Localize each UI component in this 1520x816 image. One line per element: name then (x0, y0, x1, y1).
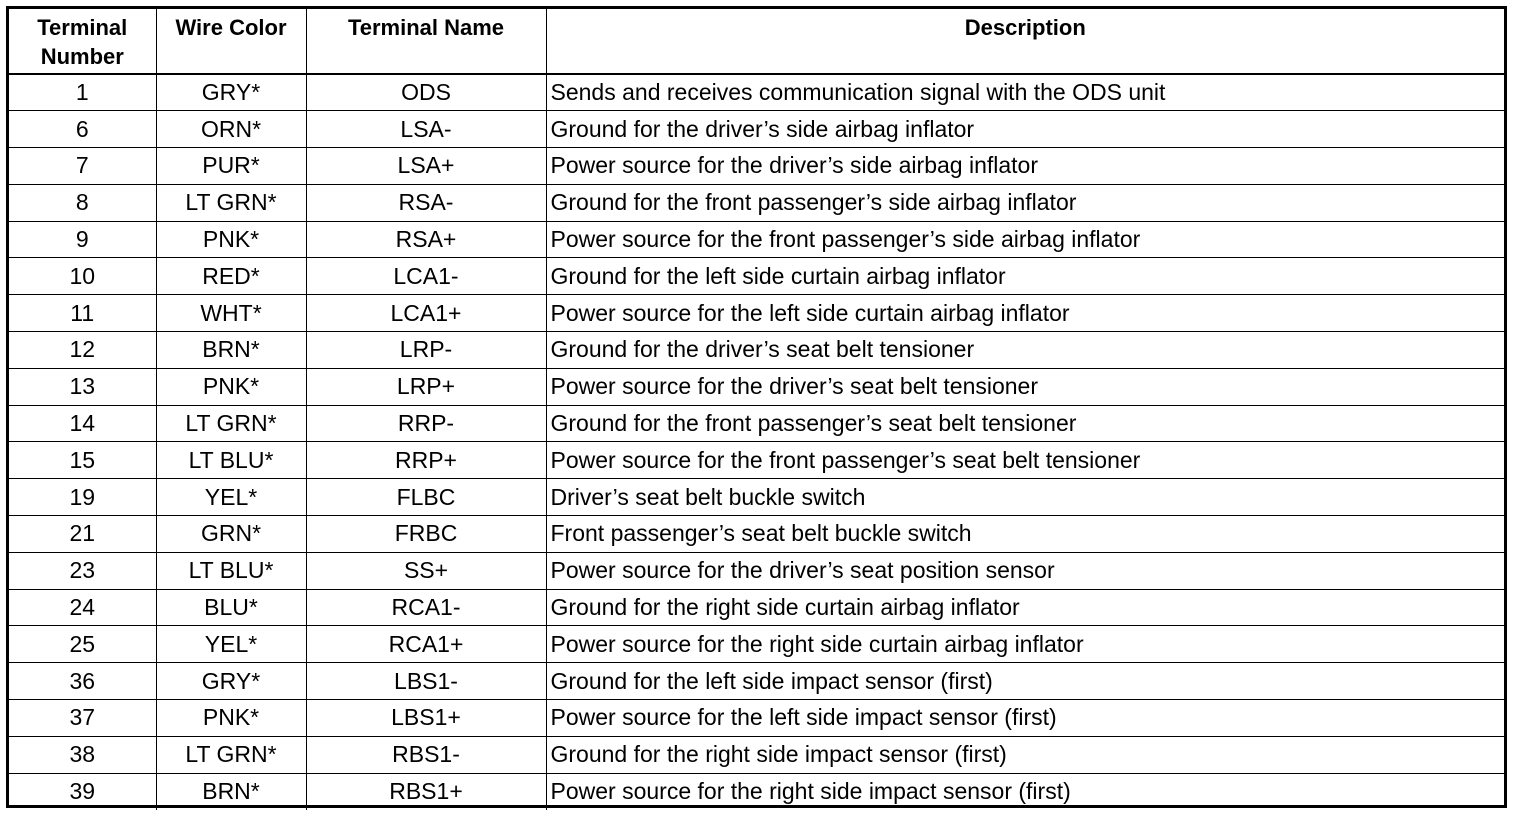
table-row (9, 663, 1504, 700)
cell-wire-color: YEL* (156, 626, 306, 663)
cell-wire-color: ORN* (156, 111, 306, 148)
cell-terminal-number: 6 (9, 111, 156, 148)
cell-terminal-name: RRP- (306, 405, 546, 442)
cell-terminal-name: RSA- (306, 184, 546, 221)
cell-description: Ground for the front passenger’s side airbag inflator (546, 184, 1504, 221)
cell-description: Front passenger’s seat belt buckle switch (546, 516, 1504, 553)
cell-wire-color: LT GRN* (156, 184, 306, 221)
cell-terminal-name: RBS1+ (306, 773, 546, 810)
cell-terminal-number: 25 (9, 626, 156, 663)
cell-wire-color: GRY* (156, 663, 306, 700)
cell-wire-color: YEL* (156, 479, 306, 516)
table-row (9, 700, 1504, 737)
cell-description: Ground for the driver’s side airbag inflator (546, 111, 1504, 148)
cell-terminal-name: LSA+ (306, 148, 546, 185)
table-row (9, 111, 1504, 148)
cell-wire-color: BRN* (156, 332, 306, 369)
header-wire-color: Wire Color (156, 9, 306, 74)
cell-description: Driver’s seat belt buckle switch (546, 479, 1504, 516)
cell-description: Power source for the right side impact sensor (first) (546, 773, 1504, 810)
cell-description: Power source for the left side impact sensor (first) (546, 700, 1504, 737)
cell-terminal-name: RBS1- (306, 736, 546, 773)
cell-description: Power source for the right side curtain airbag inflator (546, 626, 1504, 663)
cell-wire-color: PUR* (156, 148, 306, 185)
cell-terminal-name: SS+ (306, 552, 546, 589)
cell-terminal-name: RSA+ (306, 221, 546, 258)
cell-terminal-number: 24 (9, 589, 156, 626)
table-row (9, 442, 1504, 479)
table-row (9, 479, 1504, 516)
cell-terminal-name: LCA1+ (306, 295, 546, 332)
header-terminal-name: Terminal Name (306, 9, 546, 74)
cell-wire-color: GRY* (156, 74, 306, 111)
cell-terminal-number: 36 (9, 663, 156, 700)
cell-wire-color: LT BLU* (156, 552, 306, 589)
cell-description: Power source for the left side curtain airbag inflator (546, 295, 1504, 332)
table-row (9, 221, 1504, 258)
cell-terminal-name: RCA1+ (306, 626, 546, 663)
cell-terminal-number: 1 (9, 74, 156, 111)
cell-terminal-number: 38 (9, 736, 156, 773)
table-row (9, 736, 1504, 773)
cell-description: Ground for the front passenger’s seat belt tensioner (546, 405, 1504, 442)
cell-terminal-number: 9 (9, 221, 156, 258)
terminal-table (9, 9, 1504, 810)
cell-terminal-name: LRP- (306, 332, 546, 369)
cell-description: Power source for the driver’s side airbag inflator (546, 148, 1504, 185)
cell-terminal-name: LCA1- (306, 258, 546, 295)
cell-terminal-number: 15 (9, 442, 156, 479)
table-row (9, 589, 1504, 626)
cell-terminal-name: FRBC (306, 516, 546, 553)
cell-description: Ground for the left side curtain airbag inflator (546, 258, 1504, 295)
cell-description: Power source for the front passenger’s seat belt tensioner (546, 442, 1504, 479)
cell-wire-color: LT GRN* (156, 405, 306, 442)
cell-description: Sends and receives communication signal with the ODS unit (546, 74, 1504, 111)
cell-terminal-name: RRP+ (306, 442, 546, 479)
table-row (9, 773, 1504, 810)
table-row (9, 184, 1504, 221)
cell-description: Ground for the right side curtain airbag inflator (546, 589, 1504, 626)
table-row (9, 405, 1504, 442)
cell-terminal-number: 12 (9, 332, 156, 369)
cell-terminal-name: LBS1- (306, 663, 546, 700)
cell-description: Ground for the right side impact sensor (first) (546, 736, 1504, 773)
cell-description: Power source for the driver’s seat belt tensioner (546, 368, 1504, 405)
table-row (9, 552, 1504, 589)
cell-terminal-name: LBS1+ (306, 700, 546, 737)
cell-terminal-number: 13 (9, 368, 156, 405)
cell-terminal-number: 39 (9, 773, 156, 810)
cell-wire-color: PNK* (156, 700, 306, 737)
cell-terminal-number: 7 (9, 148, 156, 185)
table-row (9, 332, 1504, 369)
cell-terminal-name: FLBC (306, 479, 546, 516)
cell-wire-color: WHT* (156, 295, 306, 332)
cell-terminal-number: 19 (9, 479, 156, 516)
terminal-table-frame (6, 6, 1507, 808)
cell-terminal-number: 11 (9, 295, 156, 332)
cell-terminal-number: 8 (9, 184, 156, 221)
cell-description: Power source for the front passenger’s side airbag inflator (546, 221, 1504, 258)
table-row (9, 258, 1504, 295)
table-row (9, 626, 1504, 663)
cell-terminal-number: 23 (9, 552, 156, 589)
header-terminal-number: Terminal Number (9, 9, 156, 74)
cell-terminal-number: 10 (9, 258, 156, 295)
cell-description: Ground for the driver’s seat belt tensioner (546, 332, 1504, 369)
cell-wire-color: BRN* (156, 773, 306, 810)
header-row (9, 9, 1504, 74)
cell-wire-color: BLU* (156, 589, 306, 626)
cell-terminal-name: RCA1- (306, 589, 546, 626)
cell-wire-color: LT BLU* (156, 442, 306, 479)
cell-wire-color: PNK* (156, 368, 306, 405)
table-row (9, 295, 1504, 332)
cell-wire-color: RED* (156, 258, 306, 295)
cell-wire-color: LT GRN* (156, 736, 306, 773)
header-description: Description (546, 9, 1504, 74)
cell-terminal-number: 21 (9, 516, 156, 553)
cell-terminal-name: LRP+ (306, 368, 546, 405)
table-row (9, 74, 1504, 111)
table-row (9, 368, 1504, 405)
cell-terminal-name: ODS (306, 74, 546, 111)
cell-wire-color: PNK* (156, 221, 306, 258)
cell-terminal-name: LSA- (306, 111, 546, 148)
table-row (9, 148, 1504, 185)
table-row (9, 516, 1504, 553)
cell-wire-color: GRN* (156, 516, 306, 553)
cell-description: Ground for the left side impact sensor (first) (546, 663, 1504, 700)
cell-terminal-number: 14 (9, 405, 156, 442)
cell-description: Power source for the driver’s seat position sensor (546, 552, 1504, 589)
cell-terminal-number: 37 (9, 700, 156, 737)
